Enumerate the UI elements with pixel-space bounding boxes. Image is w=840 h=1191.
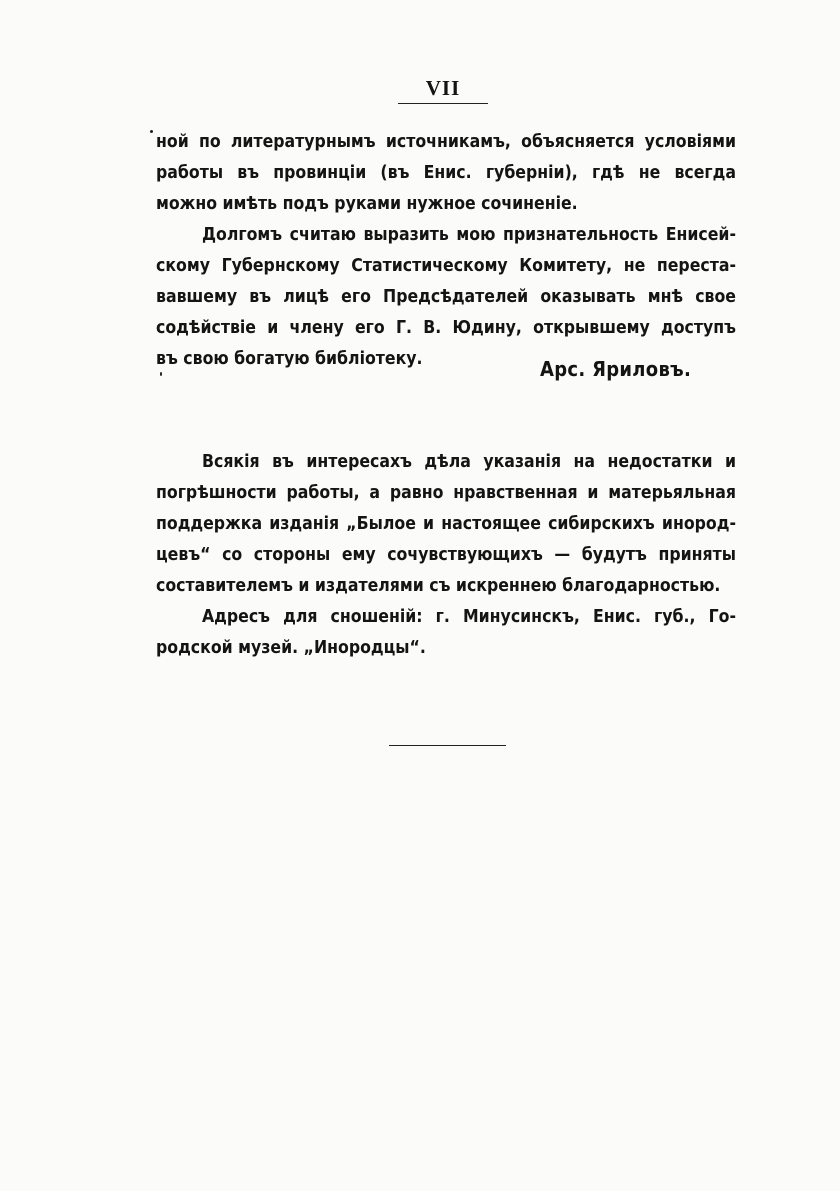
preface-paragraph <box>156 127 736 375</box>
text-line: ной по литературнымъ источникамъ, объясняется условіями <box>156 132 736 152</box>
text-line: работы въ провинціи (въ Енис. губерніи), гдѣ не всегда <box>156 163 736 183</box>
text-line: содѣйствіе и члену его Г. В. Юдину, открывшему доступъ <box>156 318 736 338</box>
ink-speck <box>160 372 162 376</box>
text-line: скому Губернскому Статистическому Комитету, не переста- <box>156 256 736 276</box>
text-line: Адресъ для сношеній: г. Минусинскъ, Енис. губ., Го- <box>202 607 736 627</box>
text-line: Долгомъ считаю выразить мою признательность Енисей- <box>202 225 736 245</box>
text-line: въ свою богатую библіотеку. <box>156 349 423 369</box>
notice-paragraph <box>156 447 736 664</box>
author-signature: Арс. Яриловъ. <box>540 357 692 381</box>
page-number: VII <box>425 76 461 100</box>
text-line: погрѣшности работы, а равно нравственная и матерьяльная <box>156 483 736 503</box>
text-line: вавшему въ лицѣ его Предсѣдателей оказывать мнѣ свое <box>156 287 736 307</box>
page-number-rule <box>398 103 488 104</box>
text-line: Всякія въ интересахъ дѣла указанія на недостатки и <box>202 452 736 472</box>
text-line: родской музей. „Инородцы“. <box>156 638 426 658</box>
page-header <box>398 76 488 104</box>
text-line: составителемъ и издателями съ искреннею благодарностью. <box>156 576 721 596</box>
end-rule <box>389 745 506 746</box>
text-line: цевъ“ со стороны ему сочувствующихъ — будутъ приняты <box>156 545 736 565</box>
ink-speck <box>150 130 153 133</box>
text-line: поддержка изданія „Былое и настоящее сибирскихъ инород- <box>156 514 736 534</box>
text-line: можно имѣть подъ руками нужное сочиненіе. <box>156 194 578 214</box>
